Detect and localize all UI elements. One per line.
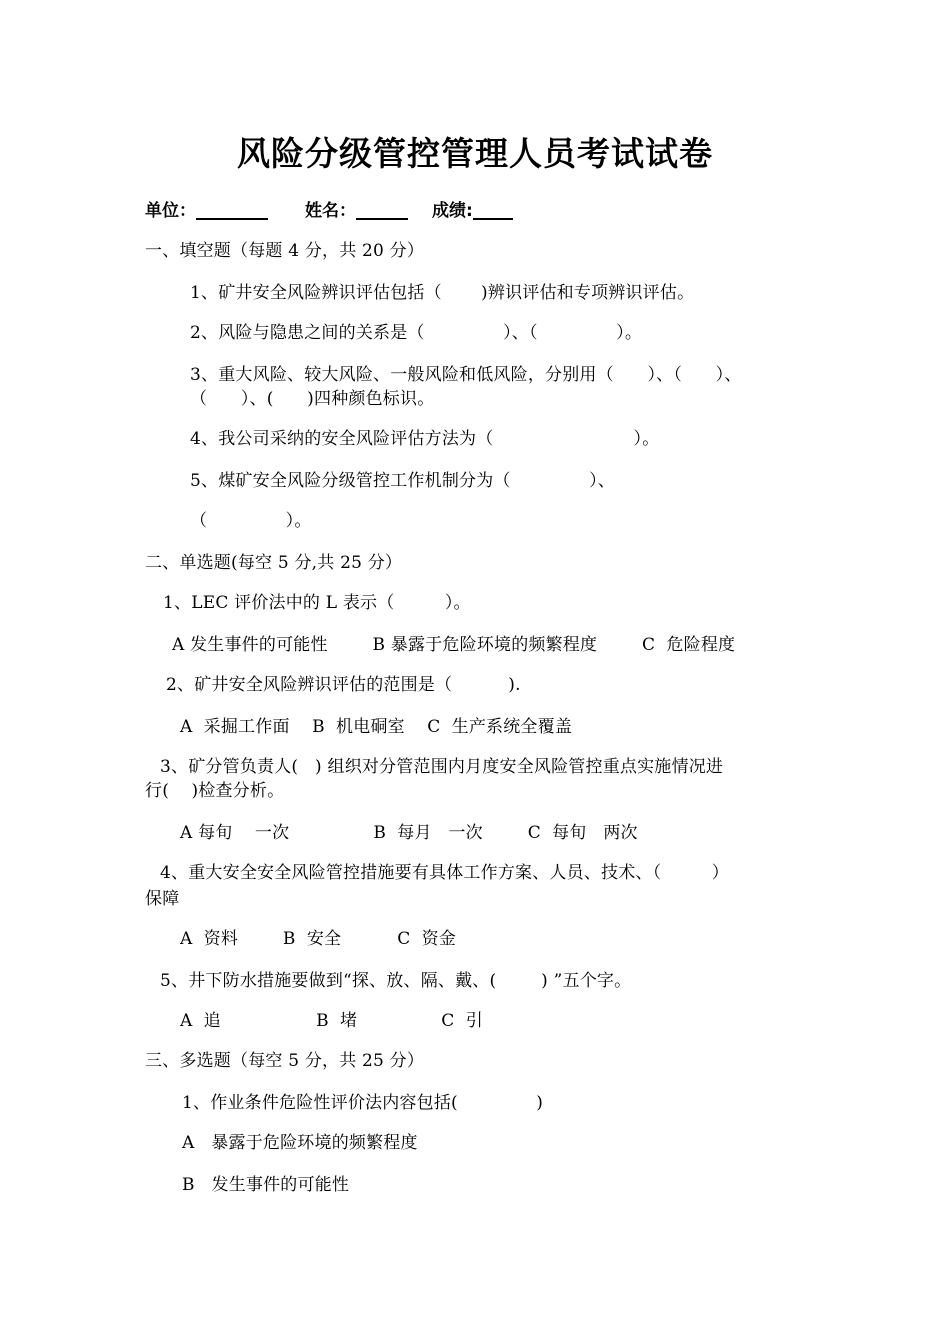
- question-line: 行( )检查分析。: [145, 781, 285, 801]
- option-line: A 暴露于危险环境的频繁程度: [182, 1133, 418, 1153]
- question-line: 3、矿分管负责人( ) 组织对分管范围内月度安全风险管控重点实施情况进: [160, 757, 724, 777]
- question-line: 4、重大安全安全风险管控措施要有具体工作方案、人员、技术、（ ）: [160, 863, 729, 883]
- name-label: 姓名：: [305, 201, 356, 221]
- question-line: 1、矿井安全风险辨识评估包括（ )辨识评估和专项辨识评估。: [190, 283, 695, 303]
- unit-field: [145, 196, 268, 221]
- section-heading-single-choice: 二、单选题(每空 5 分,共 25 分）: [145, 553, 403, 573]
- question-line: 5、煤矿安全风险分级管控工作机制分为（ ）、: [190, 471, 615, 491]
- page-title: 风险分级管控管理人员考试试卷: [237, 134, 713, 173]
- question-line: 2、矿井安全风险辨识评估的范围是（ ).: [166, 675, 521, 695]
- unit-label: 单位：: [145, 201, 196, 221]
- option-line: A 采掘工作面 B 机电硐室 C 生产系统全覆盖: [180, 717, 573, 737]
- question-line: （ ）、( )四种颜色标识。: [190, 389, 435, 409]
- section-heading-fill-blank: 一、填空题（每题 4 分，共 20 分）: [145, 241, 425, 261]
- question-line: 5、井下防水措施要做到“探、放、隔、戴、( ) ”五个字。: [160, 971, 632, 991]
- question-line: 3、重大风险、较大风险、一般风险和低风险，分别用（ ）、（ ）、: [190, 365, 742, 385]
- question-line: 2、风险与隐患之间的关系是（ ）、（ ）。: [190, 323, 643, 343]
- score-field: [432, 196, 513, 221]
- option-line: A 资料 B 安全 C 资金: [180, 929, 457, 949]
- question-line: （ ）。: [190, 511, 312, 531]
- question-line: 4、我公司采纳的安全风险评估方法为（ ）。: [190, 429, 660, 449]
- name-field: [305, 196, 408, 221]
- option-line: A 发生事件的可能性 B 暴露于危险环境的频繁程度 C 危险程度: [172, 635, 736, 655]
- question-line: 1、LEC 评价法中的 L 表示（ ）。: [163, 593, 471, 613]
- section-heading-multiple-choice: 三、多选题（每空 5 分，共 25 分）: [145, 1051, 425, 1071]
- unit-blank: [196, 200, 268, 220]
- option-line: B 发生事件的可能性: [182, 1175, 350, 1195]
- score-blank: [473, 200, 513, 220]
- option-line: A 追 B 堵 C 引: [180, 1011, 483, 1031]
- name-blank: [356, 200, 408, 220]
- option-line: A 每旬 一次 B 每月 一次 C 每旬 两次: [180, 823, 638, 843]
- question-line: 保障: [145, 889, 180, 909]
- question-line: 1、作业条件危险性评价法内容包括( ): [182, 1093, 544, 1113]
- score-label: 成绩:: [432, 201, 473, 221]
